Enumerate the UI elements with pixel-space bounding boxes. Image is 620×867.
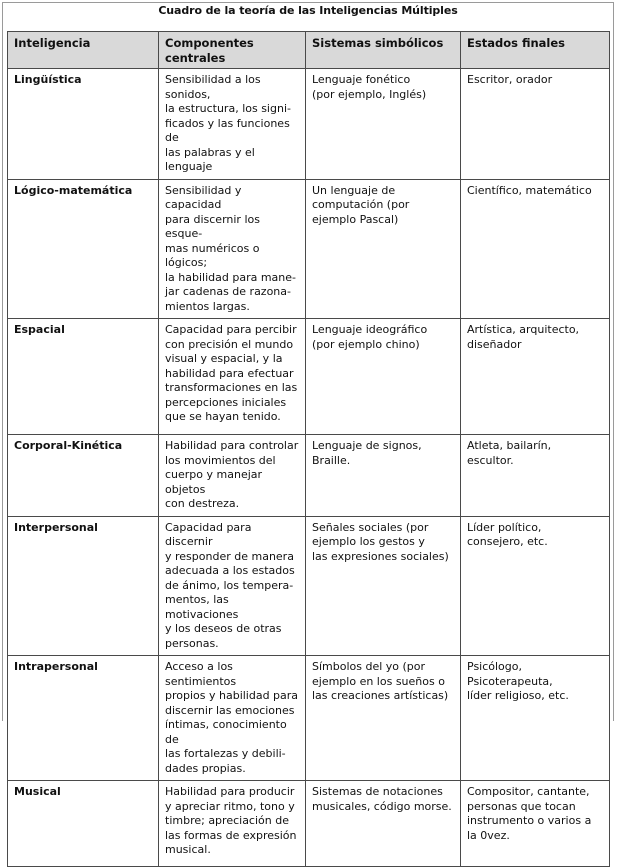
intelligence-name: Lógico-matemática <box>8 179 159 319</box>
table-row <box>8 179 610 319</box>
header-row <box>8 32 610 69</box>
end-states-cell: Líder político, consejero, etc. <box>461 516 610 656</box>
symbolic-systems-cell: Símbolos del yo (por ejemplo en los sueños o las creaciones artísticas) <box>306 656 461 781</box>
core-components-cell: Capacidad para percibir con precisión el mundo visual y espacial, y la habilidad para efectuar transformaciones en las percepciones iniciales que se hayan tenido. <box>159 319 306 435</box>
core-components-cell: Habilidad para controlar los movimientos del cuerpo y manejar objetos con destreza. <box>159 435 306 517</box>
intelligence-name: Musical <box>8 781 159 867</box>
symbolic-systems-cell: Lenguaje de signos, Braille. <box>306 435 461 517</box>
intelligence-name: Corporal-Kinética <box>8 435 159 517</box>
header-core-components: Componentes centrales <box>159 32 306 69</box>
end-states-cell: Compositor, cantante, personas que tocan instrumento o varios a la 0vez. <box>461 781 610 867</box>
table-row <box>8 516 610 656</box>
end-states-cell: Psicólogo, Psicoterapeuta, líder religioso, etc. <box>461 656 610 781</box>
table-row <box>8 781 610 867</box>
core-components-cell: Habilidad para producir y apreciar ritmo, tono y timbre; apreciación de las formas de expresión musical. <box>159 781 306 867</box>
table-row <box>8 656 610 781</box>
core-components-cell: Sensibilidad a los sonidos, la estructura, los signi- ficados y las funciones de las palabras y el lenguaje <box>159 69 306 180</box>
intelligence-name: Intrapersonal <box>8 656 159 781</box>
header-intelligence: Inteligencia <box>8 32 159 69</box>
intelligence-name: Lingüística <box>8 69 159 180</box>
table-row <box>8 435 610 517</box>
end-states-cell: Artística, arquitecto, diseñador <box>461 319 610 435</box>
end-states-cell: Atleta, bailarín, escultor. <box>461 435 610 517</box>
symbolic-systems-cell: Sistemas de notaciones musicales, código morse. <box>306 781 461 867</box>
end-states-cell: Científico, matemático <box>461 179 610 319</box>
end-states-cell: Escritor, orador <box>461 69 610 180</box>
symbolic-systems-cell: Lenguaje ideográfico (por ejemplo chino) <box>306 319 461 435</box>
header-end-states: Estados finales <box>461 32 610 69</box>
table-caption: Cuadro de la teoría de las Inteligencias Múltiples <box>158 4 458 17</box>
intelligence-name: Interpersonal <box>8 516 159 656</box>
core-components-cell: Capacidad para discernir y responder de manera adecuada a los estados de ánimo, los tempera- mentos, las motivaciones y los deseos de otras personas. <box>159 516 306 656</box>
symbolic-systems-cell: Un lenguaje de computación (por ejemplo Pascal) <box>306 179 461 319</box>
table-row <box>8 319 610 435</box>
header-symbolic-systems: Sistemas simbólicos <box>306 32 461 69</box>
core-components-cell: Acceso a los sentimientos propios y habilidad para discernir las emociones íntimas, conocimiento de las fortalezas y debili- dades propias. <box>159 656 306 781</box>
multiple-intelligences-table <box>7 31 610 867</box>
symbolic-systems-cell: Lenguaje fonético (por ejemplo, Inglés) <box>306 69 461 180</box>
intelligence-name: Espacial <box>8 319 159 435</box>
symbolic-systems-cell: Señales sociales (por ejemplo los gestos y las expresiones sociales) <box>306 516 461 656</box>
table-row <box>8 69 610 180</box>
core-components-cell: Sensibilidad y capacidad para discernir los esque- mas numéricos o lógicos; la habilidad para mane- jar cadenas de razona- mientos largas. <box>159 179 306 319</box>
